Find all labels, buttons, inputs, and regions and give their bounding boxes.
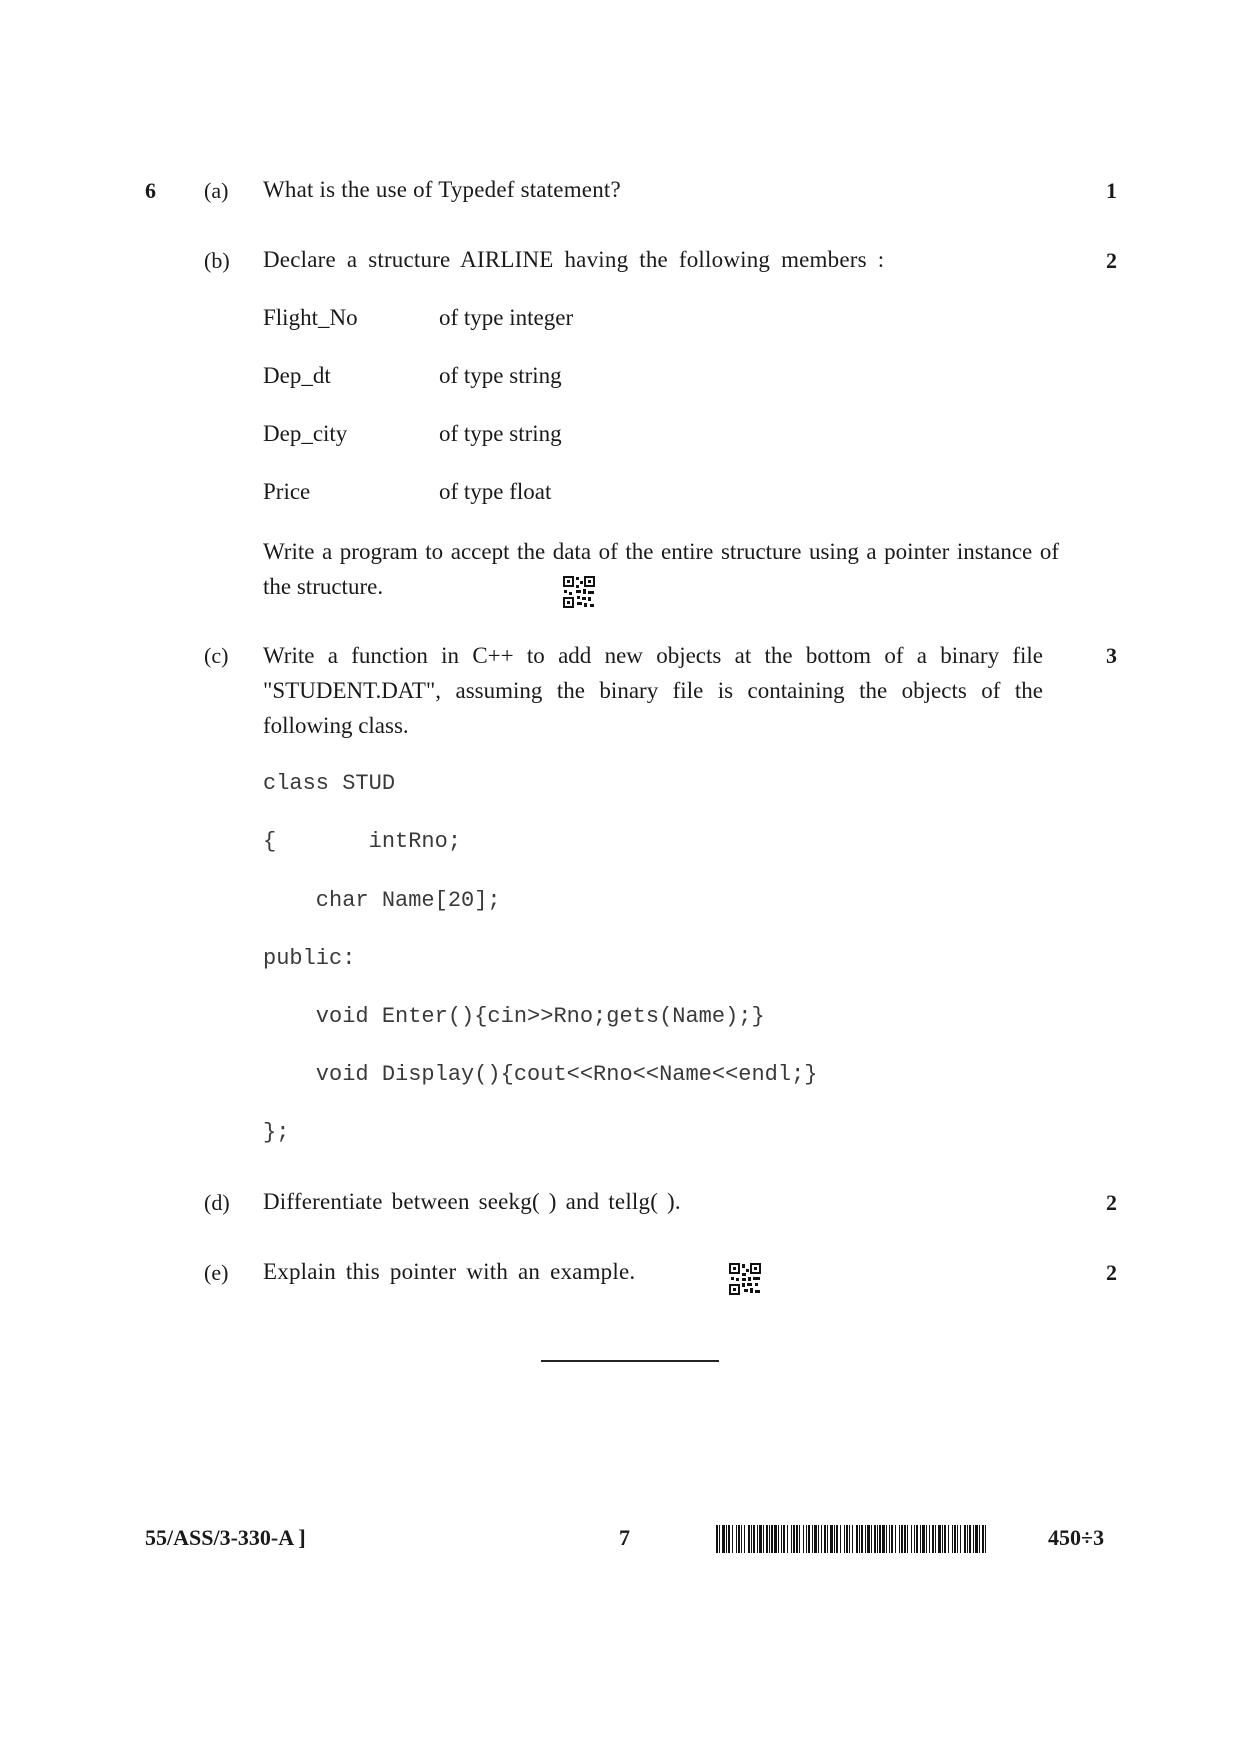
member-name: Flight_No <box>263 305 358 330</box>
code-line: char Name[20]; <box>263 888 501 913</box>
part-c-text: Write a function in C++ to add new objects at the bottom of a binary file "STUDENT.DAT", assuming the binary file is containing the objects of the following class. <box>263 643 1043 738</box>
code-line: void Enter(){cin>>Rno;gets(Name);} <box>263 1004 765 1029</box>
code-line: class STUD <box>263 771 396 796</box>
member-type: of type string <box>439 363 562 388</box>
part-b-instruction: Write a program to accept the data of the entire structure using a pointer instance of the structure. <box>263 539 1059 599</box>
member-name: Dep_dt <box>263 363 331 388</box>
code-line: }; <box>263 1120 290 1145</box>
code-line: { intRno; <box>263 829 462 854</box>
member-name: Dep_city <box>263 421 348 446</box>
end-of-question-rule <box>541 1360 719 1362</box>
part-b-label: (b) <box>204 248 230 273</box>
part-b-text: Declare a structure AIRLINE having the following members : <box>263 247 885 272</box>
part-b-marks: 2 <box>1106 248 1117 273</box>
part-e-label: (e) <box>204 1260 229 1285</box>
part-d-text: Differentiate between seekg( ) and tellg( ). <box>263 1189 681 1214</box>
member-type: of type float <box>439 479 552 504</box>
part-a-marks: 1 <box>1106 178 1117 203</box>
part-e-marks: 2 <box>1106 1260 1117 1285</box>
barcode-icon <box>716 1525 986 1553</box>
qr-code-icon <box>562 575 596 609</box>
footer-paper-code: 55/ASS/3-330-A ] <box>145 1525 306 1550</box>
code-line: void Display(){cout<<Rno<<Name<<endl;} <box>263 1062 818 1087</box>
part-d-label: (d) <box>204 1190 230 1215</box>
part-d-marks: 2 <box>1106 1190 1117 1215</box>
part-a-text: What is the use of Typedef statement? <box>263 177 621 202</box>
structure-members <box>263 305 763 535</box>
code-line: public: <box>263 946 356 971</box>
footer-right-code: 450÷3 <box>1048 1525 1105 1550</box>
question-number: 6 <box>145 178 156 203</box>
footer-page-number: 7 <box>619 1525 630 1550</box>
member-name: Price <box>263 479 311 504</box>
qr-code-icon <box>728 1262 762 1296</box>
member-type: of type string <box>439 421 562 446</box>
part-c-label: (c) <box>204 643 229 668</box>
part-a-label: (a) <box>204 178 229 203</box>
part-e-text: Explain this pointer with an example. <box>263 1259 636 1284</box>
member-type: of type integer <box>439 305 574 330</box>
part-c-marks: 3 <box>1106 643 1117 668</box>
